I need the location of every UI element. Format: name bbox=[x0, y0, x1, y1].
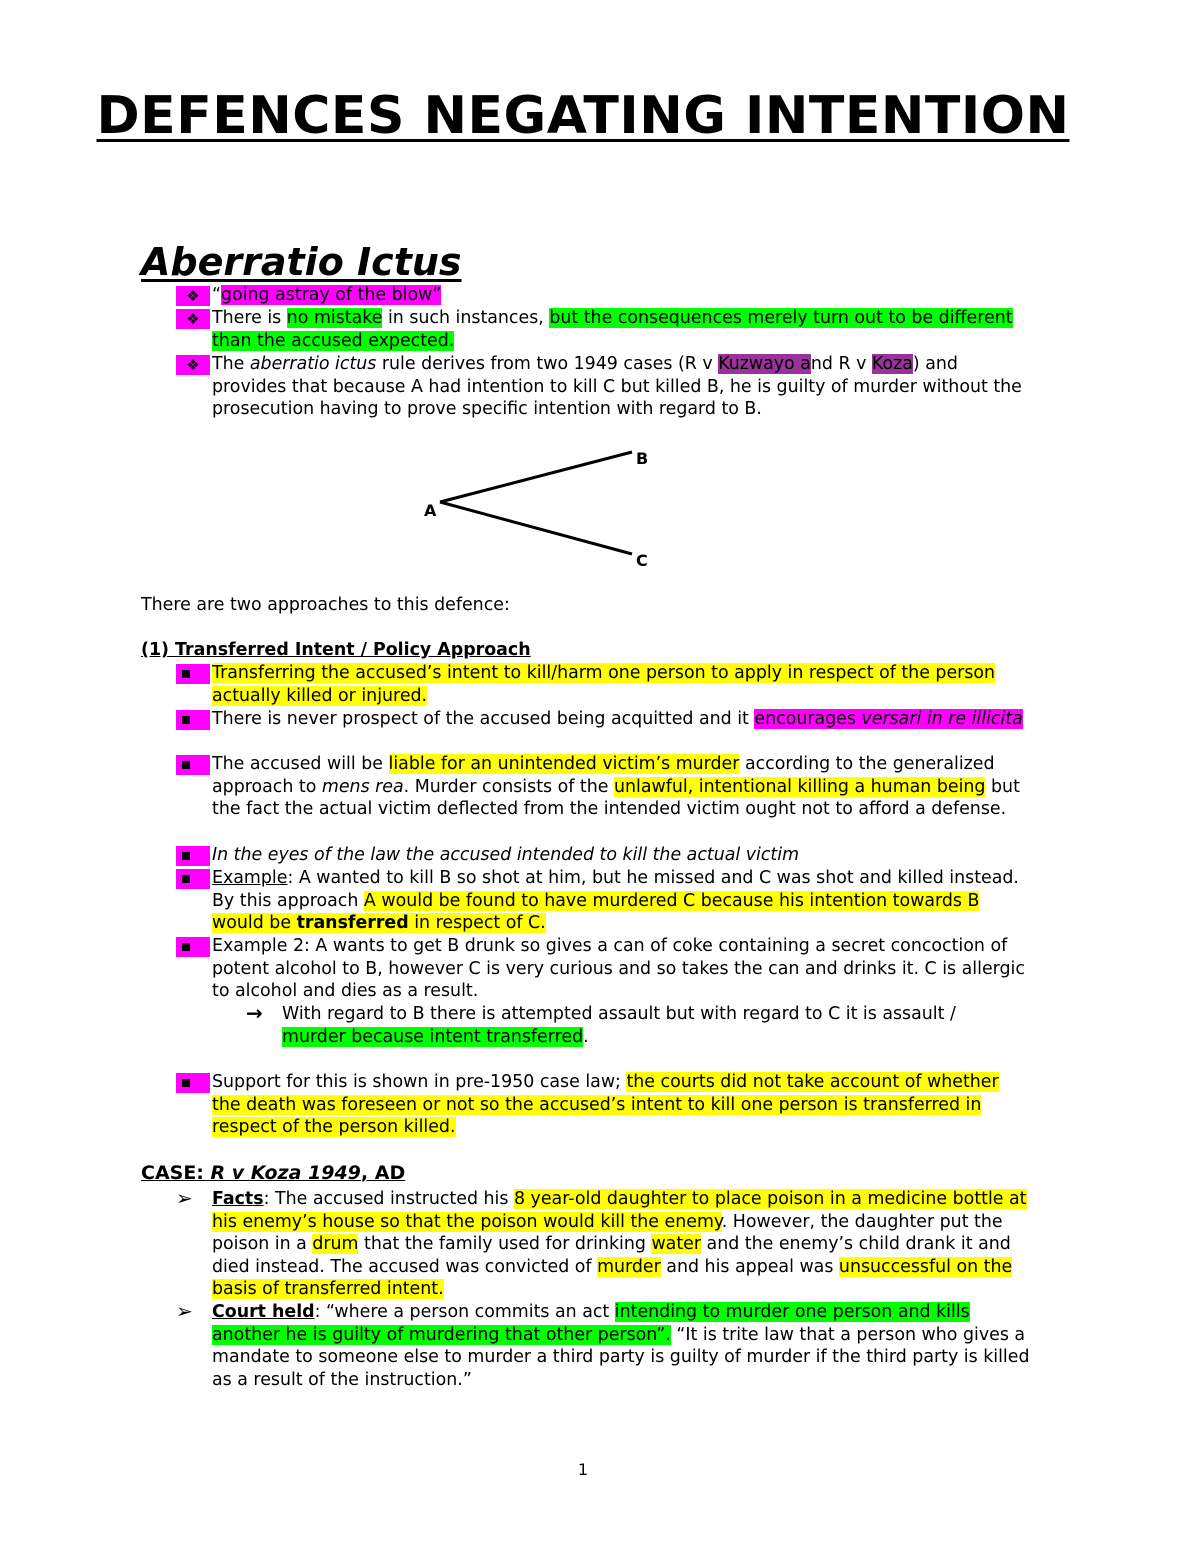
square-bullet-icon bbox=[176, 869, 210, 889]
section-heading: Aberratio Ictus bbox=[141, 240, 462, 284]
line-a-to-b bbox=[440, 452, 632, 502]
label-c: C bbox=[636, 551, 648, 570]
label-b: B bbox=[636, 449, 649, 468]
arrow-right-icon: → bbox=[246, 1001, 263, 1025]
intro-bullet-2: There is no mistake in such instances, but the consequences merely turn out to be different than the accused expected. bbox=[212, 308, 1013, 351]
case-heading: CASE: R v Koza 1949, AD bbox=[141, 1162, 406, 1184]
square-bullet-icon bbox=[176, 710, 210, 730]
case-court-held: Court held: “where a person commits an act intending to murder one person and kills another he is guilty of murdering that other person”. “It is trite law that a person who gives a mandate to someone else to murder a third party is guilty of murder if the third party is killed as a result of the instruction.” bbox=[212, 1302, 1030, 1390]
case-facts: Facts: The accused instructed his 8 year-old daughter to place poison in a medicine bottle at his enemy’s house so that the poison would kill the enemy. However, the daughter put the poison in a drum that the family used for drinking water and the enemy’s child drank it and died instead. The accused was convicted of murder and his appeal was unsuccessful on the basis of transferred intent. bbox=[212, 1189, 1027, 1300]
label-a: A bbox=[424, 501, 437, 520]
page-number: 1 bbox=[577, 1460, 589, 1479]
square-bullet-icon bbox=[176, 1073, 210, 1093]
square-bullet-icon bbox=[176, 937, 210, 957]
approach1-point-4: In the eyes of the law the accused intended to kill the actual victim bbox=[212, 845, 800, 865]
intro-bullet-1: “going astray of the blow” bbox=[212, 285, 442, 305]
approach1-point-3: The accused will be liable for an unintended victim’s murder according to the generalized approach to mens rea. Murder consists of the unlawful, intentional killing a human being but the fact the actual victim deflected from the intended victim ought not to afford a defense. bbox=[212, 754, 1020, 820]
diamond-bullet-icon: ❖ bbox=[176, 355, 210, 375]
diamond-bullet-icon: ❖ bbox=[176, 286, 210, 306]
approach1-point-6: Example 2: A wants to get B drunk so gives a can of coke containing a secret concoction of potent alcohol to B, however C is very curious and so takes the can and drinks it. C is allergic to alcohol and dies as a result. bbox=[212, 936, 1025, 1002]
diamond-bullet-icon: ❖ bbox=[176, 309, 210, 329]
intro-bullet-3: The aberratio ictus rule derives from two 1949 cases (R v Kuzwayo and R v Koza) and provides that because A had intention to kill C but killed B, he is guilty of murder without the prosecution having to prove specific intention with regard to B. bbox=[212, 354, 1022, 420]
page-title: DEFENCES NEGATING INTENTION bbox=[96, 86, 1070, 146]
approach1-point-7: Support for this is shown in pre-1950 case law; the courts did not take account of whether the death was foreseen or not so the accused’s intent to kill one person is transferred in respect of the person killed. bbox=[212, 1072, 999, 1138]
approach1-heading: (1) Transferred Intent / Policy Approach bbox=[141, 640, 531, 660]
approach1-point-1: Transferring the accused’s intent to kill/harm one person to apply in respect of the person actually killed or injured. bbox=[212, 663, 996, 706]
line-a-to-c bbox=[440, 502, 632, 554]
approaches-intro: There are two approaches to this defence: bbox=[141, 595, 510, 615]
arrowhead-bullet-icon: ➢ bbox=[176, 1299, 193, 1323]
approach1-point-2: There is never prospect of the accused being acquitted and it encourages versari in re illicita bbox=[212, 709, 1023, 729]
square-bullet-icon bbox=[176, 664, 210, 684]
arrowhead-bullet-icon: ➢ bbox=[176, 1186, 193, 1210]
abc-diagram bbox=[410, 440, 670, 580]
square-bullet-icon bbox=[176, 755, 210, 775]
approach1-point-6-sub: With regard to B there is attempted assault but with regard to C it is assault / murder because intent transferred. bbox=[282, 1004, 956, 1047]
approach1-point-5: Example: A wanted to kill B so shot at him, but he missed and C was shot and killed instead. By this approach A would be found to have murdered C because his intention towards B would be transferred in respect of C. bbox=[212, 868, 1019, 934]
square-bullet-icon bbox=[176, 846, 210, 866]
